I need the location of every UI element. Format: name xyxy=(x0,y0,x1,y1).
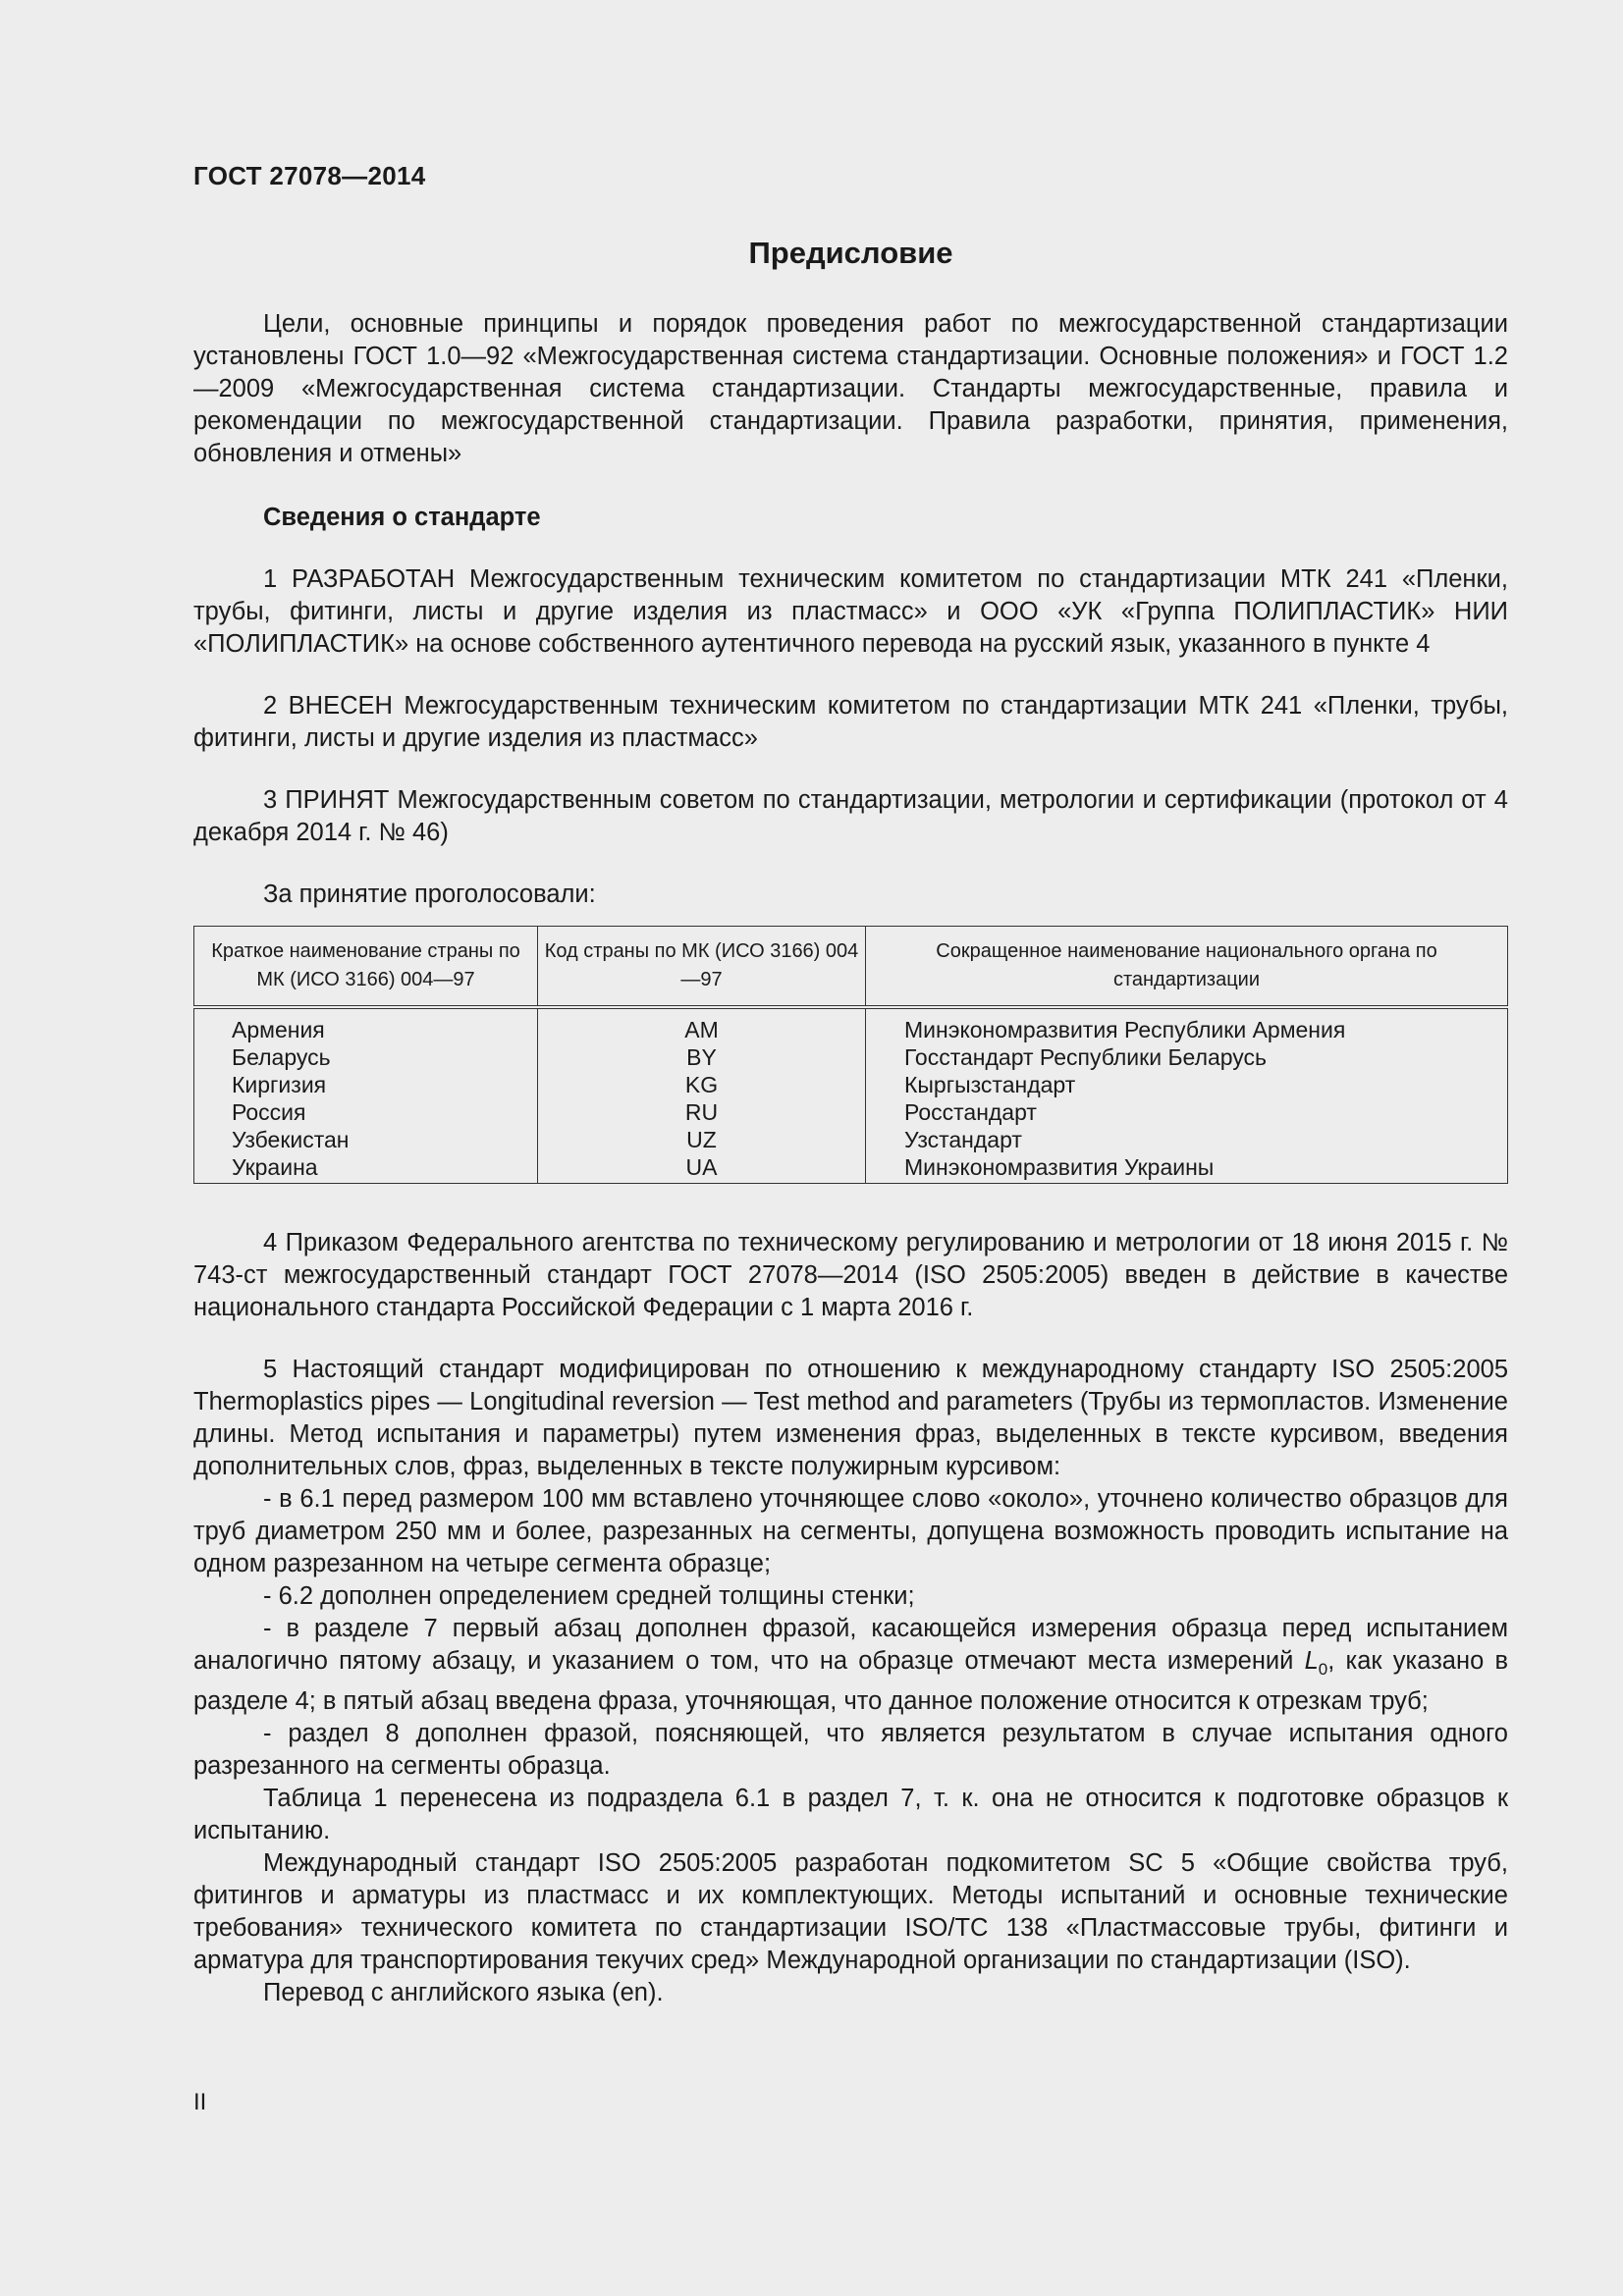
country-name: Узбекистан xyxy=(232,1127,350,1152)
page-title: Предисловие xyxy=(748,236,953,270)
country-code: AM xyxy=(684,1017,719,1042)
country-name: Украина xyxy=(232,1154,318,1180)
voting-label: За принятие проголосовали: xyxy=(263,881,596,908)
header-country-name: Краткое наименование страны по МК (ИСО 3166) 004—97 xyxy=(194,927,538,1008)
national-body: Госстандарт Республики Беларусь xyxy=(904,1044,1268,1070)
table-note-paragraph: Таблица 1 перенесена из подраздела 6.1 в раздел 7, т. к. она не относится к подготовке образцов к испытанию. xyxy=(193,1785,1508,1844)
standard-code: ГОСТ 27078—2014 xyxy=(193,161,426,190)
bullet-text: , как указано в разделе 4; в пятый абзац введена фраза, уточняющая, что данное положение относится к отрезкам труб; xyxy=(193,1647,1508,1715)
country-code-column xyxy=(538,1007,866,1184)
item-5-bullet: - раздел 8 дополнен фразой, поясняющей, что является результатом в случае испытания одного разрезанного на сегменты образца. xyxy=(193,1720,1508,1780)
country-code: UA xyxy=(685,1154,718,1180)
item-1-paragraph: 1 РАЗРАБОТАН Межгосударственным техническим комитетом по стандартизации МТК 241 «Пленки, трубы, фитинги, листы и другие изделия из пластмасс» и ООО «УК «Группа ПОЛИПЛАСТИК» НИИ «ПОЛИПЛАСТИК» на основе собственного аутентичного перевода на русский язык, указанного в пункте 4 xyxy=(193,565,1508,658)
national-body: Узстандарт xyxy=(904,1127,1022,1152)
country-code: UZ xyxy=(686,1127,717,1152)
length-subscript: 0 xyxy=(1318,1660,1328,1679)
country-code: KG xyxy=(684,1072,719,1097)
national-body: Минэкономразвития Украины xyxy=(904,1154,1215,1180)
bullet-text: - в разделе 7 первый абзац дополнен фразой, касающейся измерения образца перед испытанием аналогично пятому абзацу, и указанием о том, что на образце отмечают места измерений xyxy=(193,1615,1508,1675)
country-name: Армения xyxy=(232,1017,325,1042)
page-number: II xyxy=(193,2089,207,2115)
intro-paragraph: Цели, основные принципы и порядок проведения работ по межгосударственной стандартизации установлены ГОСТ 1.0—92 «Межгосударственная система стандартизации. Основные положения» и ГОСТ 1.2—2009 «Межгосударственная система стандартизации. Стандарты межгосударственные, правила и рекомендации по межгосударственной стандартизации. Правила разработки, принятия, применения, обновления и отмены» xyxy=(193,310,1508,467)
length-symbol: L xyxy=(1304,1647,1319,1675)
country-name: Беларусь xyxy=(232,1044,331,1070)
item-5-bullet: - в 6.1 перед размером 100 мм вставлено уточняющее слово «около», уточнено количество образцов для труб диаметром 250 мм и более, разрезанных на сегменты, допущена возможность проводить испытание на одном разрезанном на четыре сегмента образце; xyxy=(193,1485,1508,1577)
header-national-body: Сокращенное наименование национального органа по стандартизации xyxy=(866,927,1508,1008)
country-name-column xyxy=(194,1007,538,1184)
item-3-paragraph: 3 ПРИНЯТ Межгосударственным советом по стандартизации, метрологии и сертификации (протокол от 4 декабря 2014 г. № 46) xyxy=(193,786,1508,846)
section-subheading: Сведения о стандарте xyxy=(263,504,541,531)
national-body-column xyxy=(866,1007,1508,1184)
item-5-bullet: - 6.2 дополнен определением средней толщины стенки; xyxy=(263,1582,915,1610)
country-name: Россия xyxy=(232,1099,306,1125)
country-name: Киргизия xyxy=(232,1072,327,1097)
country-code: BY xyxy=(686,1044,717,1070)
translation-note-paragraph: Перевод с английского языка (en). xyxy=(263,1979,664,2006)
voting-table xyxy=(193,926,1508,1184)
national-body: Минэкономразвития Республики Армения xyxy=(904,1017,1346,1042)
national-body: Кыргызстандарт xyxy=(904,1072,1076,1097)
national-body: Росстандарт xyxy=(904,1099,1037,1125)
document-body xyxy=(193,308,1508,2009)
voting-table-header-row xyxy=(194,927,1508,1008)
item-5-bullet xyxy=(193,1613,1508,1718)
voting-table-body-row xyxy=(194,1007,1508,1184)
iso-note-paragraph: Международный стандарт ISO 2505:2005 разработан подкомитетом SC 5 «Общие свойства труб, фитингов и арматуры из пластмасс и их комплектующих. Методы испытаний и основные технические требования» технического комитета по стандартизации ISO/TC 138 «Пластмассовые трубы, фитинги и арматура для транспортирования текучих сред» Международной организации по стандартизации (ISO). xyxy=(193,1849,1508,1974)
country-code: RU xyxy=(684,1099,719,1125)
item-2-paragraph: 2 ВНЕСЕН Межгосударственным техническим комитетом по стандартизации МТК 241 «Пленки, трубы, фитинги, листы и другие изделия из пластмасс» xyxy=(193,692,1508,752)
header-country-code: Код страны по МК (ИСО 3166) 004—97 xyxy=(538,927,866,1008)
item-5-paragraph: 5 Настоящий стандарт модифицирован по отношению к международному стандарту ISO 2505:2005 Thermoplastics pipes — Longitudinal reversion — Test method and parameters (Трубы из термопластов. Изменение длины. Метод испытания и параметры) путем изменения фраз, выделенных в тексте курсивом, введения дополнительных слов, фраз, выделенных в тексте полужирным курсивом: xyxy=(193,1356,1508,1480)
item-4-paragraph: 4 Приказом Федерального агентства по техническому регулированию и метрологии от 18 июня 2015 г. № 743-ст межгосударственный стандарт ГОСТ 27078—2014 (ISO 2505:2005) введен в действие в качестве национального стандарта Российской Федерации с 1 марта 2016 г. xyxy=(193,1229,1508,1321)
